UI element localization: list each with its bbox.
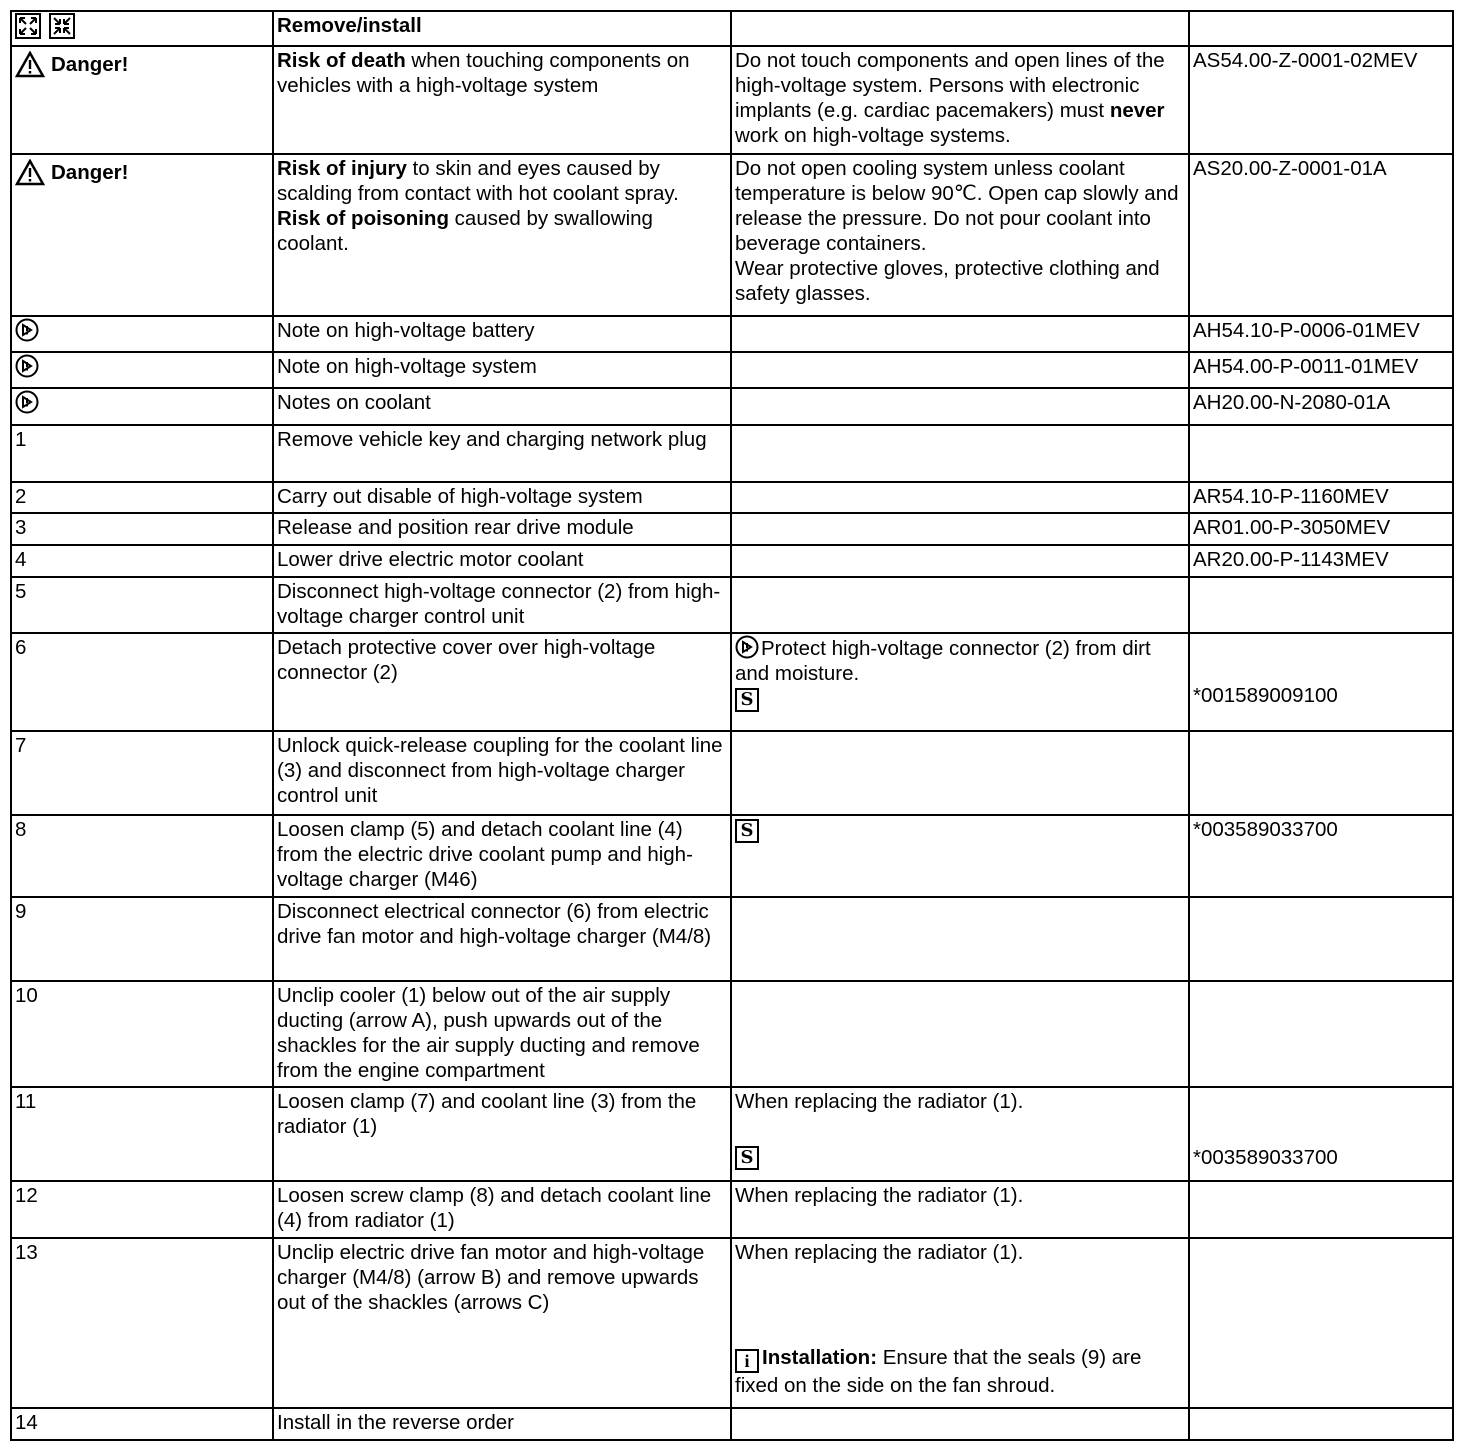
note-icon xyxy=(15,318,39,342)
danger-row xyxy=(11,46,1453,154)
reference-cell xyxy=(1189,731,1453,815)
reference-cell xyxy=(1189,1087,1453,1181)
empty-cell xyxy=(731,981,1189,1087)
step-text: Carry out disable of high-voltage system xyxy=(273,482,731,513)
step-number: 1 xyxy=(11,425,273,482)
action-text: Wear protective gloves, protective clothing and safety glasses. xyxy=(735,257,1160,305)
step-number: 4 xyxy=(11,545,273,577)
tool-number[interactable]: *001589009100 xyxy=(1193,684,1338,707)
action-text: Do not touch components and open lines of the high-voltage system. Persons with electronic implants (e.g. cardiac pacemakers) must xyxy=(735,49,1165,122)
step-row xyxy=(11,1181,1453,1238)
header-title: Remove/install xyxy=(273,11,731,46)
action-bold: never xyxy=(1109,99,1165,122)
reference-cell[interactable]: AS20.00-Z-0001-01A xyxy=(1189,154,1453,316)
reference-cell[interactable]: AH54.00-P-0011-01MEV xyxy=(1189,352,1453,388)
danger-label: Danger! xyxy=(51,161,129,184)
step-row xyxy=(11,577,1453,633)
note-icon xyxy=(735,635,759,659)
empty-cell xyxy=(731,1408,1189,1440)
step-number: 9 xyxy=(11,897,273,981)
step-text: Lower drive electric motor coolant xyxy=(273,545,731,577)
step-text: Release and position rear drive module xyxy=(273,513,731,545)
step-row xyxy=(11,731,1453,815)
reference-cell[interactable]: AS54.00-Z-0001-02MEV xyxy=(1189,46,1453,154)
header-empty-cell xyxy=(1189,11,1453,46)
empty-cell xyxy=(731,352,1189,388)
procedure-table xyxy=(10,10,1454,1441)
reference-cell[interactable]: AR54.10-P-1160MEV xyxy=(1189,482,1453,513)
reference-cell[interactable]: AH54.10-P-0006-01MEV xyxy=(1189,316,1453,352)
risk-bold: Risk of poisoning xyxy=(277,207,449,230)
step-number: 5 xyxy=(11,577,273,633)
note-icon-cell xyxy=(11,316,273,352)
tool-number[interactable]: *003589033700 xyxy=(1193,1146,1338,1169)
reference-cell xyxy=(1189,577,1453,633)
empty-cell xyxy=(731,316,1189,352)
risk-cell xyxy=(273,46,731,154)
reference-cell xyxy=(1189,981,1453,1087)
empty-cell xyxy=(731,731,1189,815)
step-note-cell xyxy=(731,815,1189,897)
step-number: 7 xyxy=(11,731,273,815)
warning-triangle-icon xyxy=(15,51,45,78)
step-text: Install in the reverse order xyxy=(273,1408,731,1440)
step-note: Protect high-voltage connector (2) from dirt and moisture. xyxy=(735,637,1151,685)
expand-icon[interactable] xyxy=(15,13,41,39)
reference-cell xyxy=(1189,633,1453,731)
step-note-cell xyxy=(731,1238,1189,1408)
special-tool-icon[interactable]: S xyxy=(735,1146,759,1170)
note-row xyxy=(11,316,1453,352)
special-tool-icon[interactable]: S xyxy=(735,688,759,712)
danger-label-cell xyxy=(11,154,273,316)
action-cell xyxy=(731,46,1189,154)
danger-label: Danger! xyxy=(51,53,129,76)
step-number: 3 xyxy=(11,513,273,545)
risk-bold: Risk of death xyxy=(277,49,406,72)
reference-cell xyxy=(1189,1238,1453,1408)
empty-cell xyxy=(731,577,1189,633)
note-icon-cell xyxy=(11,352,273,388)
risk-text: caused by swallowing coolant. xyxy=(277,207,653,255)
note-icon xyxy=(15,390,39,414)
header-empty-cell xyxy=(731,11,1189,46)
step-text: Unlock quick-release coupling for the coolant line (3) and disconnect from high-voltage charger control unit xyxy=(273,731,731,815)
step-note: When replacing the radiator (1). xyxy=(735,1090,1024,1113)
step-number: 13 xyxy=(11,1238,273,1408)
empty-cell xyxy=(731,388,1189,425)
step-number: 11 xyxy=(11,1087,273,1181)
risk-text: to skin and eyes caused by scalding from contact with hot coolant spray. xyxy=(277,157,679,205)
note-text: Note on high-voltage system xyxy=(273,352,731,388)
empty-cell xyxy=(731,897,1189,981)
step-note-cell xyxy=(731,1087,1189,1181)
reference-cell[interactable]: AR01.00-P-3050MEV xyxy=(1189,513,1453,545)
step-row xyxy=(11,1087,1453,1181)
reference-cell xyxy=(1189,1408,1453,1440)
note-row xyxy=(11,388,1453,425)
step-row xyxy=(11,482,1453,513)
action-text: Do not open cooling system unless coolant temperature is below 90℃. Open cap slowly and release the pressure. Do not pour coolant into beverage containers. xyxy=(735,157,1179,255)
step-note-cell xyxy=(731,633,1189,731)
reference-cell xyxy=(1189,1181,1453,1238)
step-row xyxy=(11,981,1453,1087)
step-text: Detach protective cover over high-voltage connector (2) xyxy=(273,633,731,731)
step-number: 10 xyxy=(11,981,273,1087)
empty-cell xyxy=(731,425,1189,482)
step-number: 8 xyxy=(11,815,273,897)
step-row xyxy=(11,815,1453,897)
step-text: Disconnect high-voltage connector (2) from high-voltage charger control unit xyxy=(273,577,731,633)
note-icon-cell xyxy=(11,388,273,425)
step-row xyxy=(11,897,1453,981)
step-number: 12 xyxy=(11,1181,273,1238)
step-number: 14 xyxy=(11,1408,273,1440)
empty-cell xyxy=(731,482,1189,513)
step-row xyxy=(11,513,1453,545)
risk-text: when touching components on vehicles with a high-voltage system xyxy=(277,49,690,97)
step-text: Disconnect electrical connector (6) from electric drive fan motor and high-voltage charger (M4/8) xyxy=(273,897,731,981)
empty-cell xyxy=(731,513,1189,545)
step-note: When replacing the radiator (1). xyxy=(731,1181,1189,1238)
header-icons-cell xyxy=(11,11,273,46)
empty-cell xyxy=(731,545,1189,577)
step-note: When replacing the radiator (1). xyxy=(735,1241,1024,1264)
note-icon xyxy=(15,354,39,378)
reference-cell[interactable]: *003589033700 xyxy=(1189,815,1453,897)
note-text: Note on high-voltage battery xyxy=(273,316,731,352)
step-text: Unclip electric drive fan motor and high-voltage charger (M4/8) (arrow B) and remove upwards out of the shackles (arrows C) xyxy=(273,1238,731,1408)
step-text: Remove vehicle key and charging network plug xyxy=(273,425,731,482)
step-row xyxy=(11,425,1453,482)
info-icon: i xyxy=(735,1349,759,1373)
note-text: Notes on coolant xyxy=(273,388,731,425)
action-text: work on high-voltage systems. xyxy=(735,124,1011,147)
installation-text: Ensure that the seals (9) are fixed on the side on the fan shroud. xyxy=(735,1346,1142,1397)
step-text: Loosen clamp (5) and detach coolant line (4) from the electric drive coolant pump and high-voltage charger (M46) xyxy=(273,815,731,897)
collapse-icon[interactable] xyxy=(49,13,75,39)
reference-cell[interactable]: AH20.00-N-2080-01A xyxy=(1189,388,1453,425)
danger-row xyxy=(11,154,1453,316)
reference-cell[interactable]: AR20.00-P-1143MEV xyxy=(1189,545,1453,577)
step-row xyxy=(11,1238,1453,1408)
warning-triangle-icon xyxy=(15,159,45,186)
step-text: Unclip cooler (1) below out of the air supply ducting (arrow A), push upwards out of the shackles for the air supply ducting and remove from the engine compartment xyxy=(273,981,731,1087)
risk-bold: Risk of injury xyxy=(277,157,407,180)
note-row xyxy=(11,352,1453,388)
step-number: 2 xyxy=(11,482,273,513)
step-number: 6 xyxy=(11,633,273,731)
special-tool-icon[interactable]: S xyxy=(735,819,759,843)
risk-cell xyxy=(273,154,731,316)
step-text: Loosen screw clamp (8) and detach coolant line (4) from radiator (1) xyxy=(273,1181,731,1238)
step-text: Loosen clamp (7) and coolant line (3) from the radiator (1) xyxy=(273,1087,731,1181)
step-row xyxy=(11,1408,1453,1440)
step-row xyxy=(11,545,1453,577)
installation-label: Installation: xyxy=(762,1346,878,1369)
header-row xyxy=(11,11,1453,46)
reference-cell xyxy=(1189,897,1453,981)
danger-label-cell xyxy=(11,46,273,154)
action-cell xyxy=(731,154,1189,316)
step-row xyxy=(11,633,1453,731)
reference-cell xyxy=(1189,425,1453,482)
